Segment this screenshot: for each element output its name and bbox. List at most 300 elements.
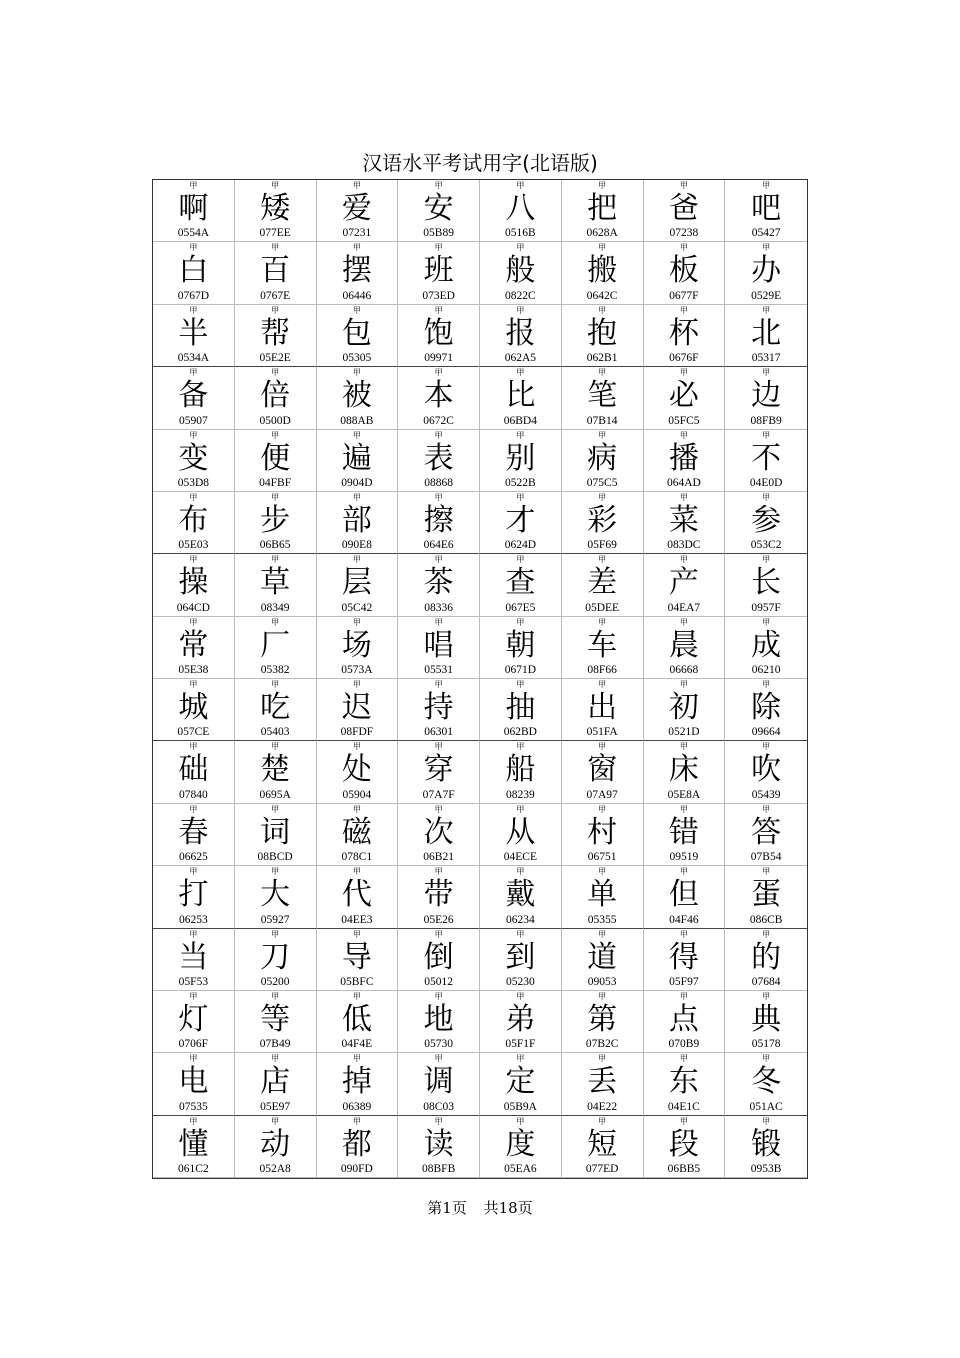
hanzi-character: 班	[423, 253, 454, 289]
hanzi-character: 到	[505, 939, 536, 975]
character-cell	[725, 367, 807, 429]
page-footer	[0, 1198, 960, 1218]
unicode-code: 0677F	[669, 289, 699, 302]
unicode-code: 05E38	[178, 664, 209, 676]
hanzi-character: 单	[587, 877, 618, 913]
unicode-code: 073ED	[422, 289, 455, 302]
hanzi-character: 掉	[341, 1064, 372, 1100]
level-label: 甲	[189, 430, 198, 440]
unicode-code: 0529E	[751, 289, 782, 302]
character-cell	[398, 741, 480, 803]
character-cell	[235, 1116, 317, 1178]
hanzi-character: 场	[341, 627, 372, 663]
level-label: 甲	[516, 742, 525, 752]
character-cell	[480, 804, 562, 866]
hanzi-character: 低	[341, 1001, 372, 1037]
hanzi-character: 蛋	[751, 877, 782, 913]
character-cell	[480, 554, 562, 616]
unicode-code: 07B14	[586, 414, 618, 427]
unicode-code: 0706F	[178, 1038, 209, 1051]
unicode-code: 053D8	[177, 476, 210, 489]
hanzi-character: 答	[751, 814, 782, 850]
level-label: 甲	[598, 555, 607, 565]
level-label: 甲	[271, 867, 280, 877]
hanzi-character: 得	[668, 939, 699, 975]
character-cell	[644, 741, 726, 803]
unicode-code: 07B2C	[585, 1038, 619, 1051]
unicode-code: 08BCD	[257, 851, 293, 864]
level-label: 甲	[434, 991, 443, 1001]
hanzi-character: 村	[587, 814, 618, 850]
character-cell	[153, 991, 235, 1053]
level-label: 甲	[516, 368, 525, 378]
hanzi-character: 等	[260, 1001, 291, 1037]
character-cell	[562, 1053, 644, 1115]
level-label: 甲	[352, 492, 361, 502]
hanzi-character: 抽	[505, 690, 536, 725]
character-cell	[153, 1053, 235, 1115]
level-label: 甲	[598, 492, 607, 502]
hanzi-character: 便	[260, 440, 291, 476]
level-label: 甲	[189, 1054, 198, 1064]
level-label: 甲	[598, 243, 607, 253]
unicode-code: 05730	[424, 1038, 453, 1051]
character-cell	[235, 180, 317, 242]
level-label: 甲	[189, 1116, 198, 1126]
hanzi-character: 产	[668, 565, 699, 601]
hanzi-character: 遍	[341, 440, 372, 476]
level-label: 甲	[434, 305, 443, 315]
hanzi-character: 杯	[668, 315, 699, 351]
character-cell	[317, 991, 399, 1053]
unicode-code: 0516B	[505, 227, 536, 240]
unicode-code: 06751	[587, 851, 617, 864]
hanzi-character: 半	[178, 315, 209, 351]
unicode-code: 064AD	[666, 476, 701, 489]
level-label: 甲	[598, 1116, 607, 1126]
level-label: 甲	[271, 430, 280, 440]
character-cell	[317, 741, 399, 803]
hanzi-character: 磁	[341, 814, 372, 850]
hanzi-character: 本	[423, 378, 454, 414]
hanzi-character: 词	[260, 814, 291, 850]
hanzi-character: 部	[341, 502, 372, 538]
character-cell	[235, 242, 317, 304]
level-label: 甲	[516, 867, 525, 877]
unicode-code: 0500D	[259, 414, 291, 427]
hanzi-character: 弟	[505, 1001, 536, 1037]
character-cell	[235, 430, 317, 492]
character-cell	[562, 180, 644, 242]
unicode-code: 07840	[179, 788, 208, 801]
level-label: 甲	[516, 617, 525, 627]
hanzi-character: 唱	[423, 627, 454, 663]
hanzi-character: 北	[751, 315, 782, 351]
character-cell	[398, 492, 480, 554]
character-cell	[235, 741, 317, 803]
hanzi-character: 店	[260, 1064, 291, 1100]
level-label: 甲	[762, 1116, 771, 1126]
unicode-code: 088AB	[340, 414, 374, 427]
character-cell	[480, 492, 562, 554]
hanzi-character: 动	[260, 1126, 291, 1162]
hanzi-character: 当	[178, 939, 209, 975]
character-cell	[153, 741, 235, 803]
unicode-code: 04EA7	[667, 601, 701, 614]
level-label: 甲	[271, 1116, 280, 1126]
unicode-code: 08BFB	[422, 1163, 456, 1175]
unicode-code: 086CB	[749, 913, 783, 926]
character-cell	[562, 1116, 644, 1178]
hanzi-character: 操	[178, 565, 209, 601]
level-label: 甲	[762, 804, 771, 814]
page-title: 汉语水平考试用字(北语版)	[362, 151, 598, 175]
character-cell	[153, 679, 235, 741]
character-cell	[317, 367, 399, 429]
level-label: 甲	[762, 243, 771, 253]
unicode-code: 083DC	[667, 539, 701, 552]
character-cell	[153, 180, 235, 242]
character-cell	[317, 554, 399, 616]
level-label: 甲	[352, 742, 361, 752]
unicode-code: 05F53	[178, 975, 209, 988]
unicode-code: 05403	[260, 726, 290, 739]
character-cell	[644, 367, 726, 429]
hanzi-character: 锻	[751, 1126, 782, 1162]
level-label: 甲	[679, 1054, 688, 1064]
hanzi-character: 彩	[587, 502, 618, 538]
level-label: 甲	[434, 181, 443, 190]
character-cell	[644, 430, 726, 492]
unicode-code: 05439	[751, 788, 781, 801]
level-label: 甲	[434, 617, 443, 627]
level-label: 甲	[762, 555, 771, 565]
level-label: 甲	[189, 742, 198, 752]
character-cell	[398, 242, 480, 304]
hanzi-character: 爸	[668, 191, 699, 226]
hanzi-character: 报	[505, 315, 536, 351]
unicode-code: 067E5	[505, 601, 536, 614]
unicode-code: 090FD	[340, 1163, 373, 1175]
hanzi-character: 读	[423, 1126, 454, 1162]
character-cell	[562, 804, 644, 866]
level-label: 甲	[271, 181, 280, 190]
unicode-code: 09664	[751, 726, 781, 739]
unicode-code: 05904	[342, 788, 372, 801]
hanzi-character: 帮	[260, 315, 291, 351]
unicode-code: 0642C	[586, 289, 618, 302]
hanzi-character: 东	[668, 1064, 699, 1100]
level-label: 甲	[679, 430, 688, 440]
level-label: 甲	[762, 929, 771, 939]
unicode-code: 053C2	[750, 539, 782, 552]
character-cell	[317, 430, 399, 492]
unicode-code: 08868	[424, 476, 453, 489]
character-cell	[317, 617, 399, 679]
character-cell	[480, 1053, 562, 1115]
unicode-code: 0676F	[669, 352, 699, 365]
hanzi-character: 窗	[587, 752, 618, 788]
hanzi-character: 擦	[423, 502, 454, 538]
character-cell	[562, 991, 644, 1053]
character-cell	[317, 804, 399, 866]
character-cell	[644, 1116, 726, 1178]
unicode-code: 06446	[342, 289, 372, 302]
unicode-code: 05E2E	[259, 352, 291, 365]
level-label: 甲	[516, 243, 525, 253]
hanzi-character: 冬	[751, 1064, 782, 1100]
character-cell	[398, 679, 480, 741]
unicode-code: 05E26	[423, 913, 454, 926]
unicode-code: 05BFC	[340, 975, 374, 988]
hanzi-character: 差	[587, 565, 618, 601]
unicode-code: 061C2	[178, 1163, 209, 1175]
unicode-code: 04F4E	[341, 1038, 373, 1051]
level-label: 甲	[516, 430, 525, 440]
level-label: 甲	[352, 555, 361, 565]
hanzi-character: 白	[178, 253, 209, 289]
character-cell	[725, 617, 807, 679]
character-cell	[644, 492, 726, 554]
level-label: 甲	[762, 742, 771, 752]
character-cell	[480, 741, 562, 803]
hanzi-character: 比	[505, 378, 536, 414]
level-label: 甲	[271, 929, 280, 939]
level-label: 甲	[516, 929, 525, 939]
level-label: 甲	[189, 305, 198, 315]
hanzi-character: 除	[751, 690, 782, 725]
character-cell	[153, 929, 235, 991]
level-label: 甲	[271, 305, 280, 315]
level-label: 甲	[762, 492, 771, 502]
level-label: 甲	[762, 680, 771, 689]
character-cell	[398, 1116, 480, 1178]
unicode-code: 051AC	[749, 1100, 783, 1113]
hanzi-character: 查	[505, 565, 536, 601]
unicode-code: 05E8A	[667, 788, 701, 801]
character-cell	[398, 804, 480, 866]
unicode-code: 07A97	[586, 788, 618, 801]
character-cell	[235, 367, 317, 429]
character-cell	[398, 929, 480, 991]
level-label: 甲	[271, 991, 280, 1001]
level-label: 甲	[762, 305, 771, 315]
level-label: 甲	[271, 368, 280, 378]
unicode-code: 08336	[424, 601, 453, 614]
hanzi-character: 参	[751, 502, 782, 538]
hanzi-character: 把	[587, 191, 618, 226]
hanzi-character: 懂	[178, 1126, 209, 1162]
hanzi-character: 边	[751, 378, 782, 414]
level-label: 甲	[434, 680, 443, 689]
character-cell	[562, 305, 644, 367]
level-label: 甲	[598, 181, 607, 190]
unicode-code: 05F69	[587, 539, 617, 552]
hanzi-character: 持	[423, 690, 454, 725]
hanzi-character: 草	[260, 565, 291, 601]
unicode-code: 0695A	[259, 788, 291, 801]
level-label: 甲	[679, 243, 688, 253]
unicode-code: 05F1F	[505, 1038, 536, 1051]
unicode-code: 09053	[587, 975, 617, 988]
unicode-code: 08F66	[587, 664, 617, 676]
unicode-code: 08349	[260, 601, 290, 614]
character-cell	[562, 554, 644, 616]
hanzi-character: 八	[505, 191, 536, 226]
unicode-code: 08FDF	[340, 726, 374, 739]
character-cell	[398, 367, 480, 429]
level-label: 甲	[434, 555, 443, 565]
hanzi-character: 从	[505, 814, 536, 850]
level-label: 甲	[516, 492, 525, 502]
character-cell	[725, 991, 807, 1053]
level-label: 甲	[679, 680, 688, 689]
character-cell	[235, 679, 317, 741]
character-cell	[317, 305, 399, 367]
level-label: 甲	[434, 1054, 443, 1064]
unicode-code: 0671D	[504, 664, 537, 676]
unicode-code: 0624D	[504, 539, 537, 552]
level-label: 甲	[189, 680, 198, 689]
hanzi-character: 百	[260, 253, 291, 289]
character-cell	[725, 554, 807, 616]
hanzi-character: 办	[751, 253, 782, 289]
level-label: 甲	[762, 867, 771, 877]
hanzi-character: 饱	[423, 315, 454, 351]
character-table	[152, 179, 808, 1179]
hanzi-character: 次	[423, 814, 454, 850]
character-cell	[398, 180, 480, 242]
character-cell	[235, 617, 317, 679]
unicode-code: 06301	[424, 726, 453, 739]
hanzi-character: 笔	[587, 378, 618, 414]
unicode-code: 06668	[669, 664, 699, 676]
unicode-code: 05E97	[260, 1100, 291, 1113]
character-cell	[153, 367, 235, 429]
character-cell	[725, 180, 807, 242]
hanzi-character: 别	[505, 440, 536, 476]
hanzi-character: 板	[668, 253, 699, 289]
level-label: 甲	[352, 680, 361, 689]
level-label: 甲	[434, 368, 443, 378]
level-label: 甲	[516, 1116, 525, 1126]
character-cell	[725, 305, 807, 367]
unicode-code: 05427	[751, 227, 781, 240]
character-cell	[480, 929, 562, 991]
hanzi-character: 错	[668, 814, 699, 850]
unicode-code: 04E22	[587, 1100, 618, 1113]
level-label: 甲	[434, 1116, 443, 1126]
character-cell	[725, 679, 807, 741]
unicode-code: 06234	[506, 913, 535, 926]
unicode-code: 05927	[260, 913, 290, 926]
character-cell	[317, 242, 399, 304]
level-label: 甲	[189, 617, 198, 627]
level-label: 甲	[762, 430, 771, 440]
hanzi-character: 定	[505, 1064, 536, 1100]
hanzi-character: 表	[423, 440, 454, 476]
level-label: 甲	[434, 243, 443, 253]
hanzi-character: 播	[668, 440, 699, 476]
level-label: 甲	[352, 368, 361, 378]
hanzi-character: 厂	[260, 627, 291, 663]
hanzi-character: 导	[341, 939, 372, 975]
character-cell	[644, 554, 726, 616]
character-cell	[644, 866, 726, 928]
unicode-code: 0521D	[668, 726, 700, 739]
hanzi-character: 朝	[505, 627, 536, 663]
character-cell	[644, 804, 726, 866]
level-label: 甲	[352, 929, 361, 939]
unicode-code: 064CD	[176, 601, 210, 614]
unicode-code: 07B54	[750, 851, 782, 864]
character-cell	[725, 1053, 807, 1115]
unicode-code: 0573A	[341, 664, 373, 676]
unicode-code: 078C1	[341, 851, 373, 864]
level-label: 甲	[434, 867, 443, 877]
hanzi-character: 备	[178, 378, 209, 414]
level-label: 甲	[679, 804, 688, 814]
character-cell	[480, 991, 562, 1053]
hanzi-character: 电	[178, 1064, 209, 1100]
unicode-code: 04FBF	[259, 476, 292, 489]
unicode-code: 0554A	[177, 227, 210, 240]
hanzi-character: 长	[751, 565, 782, 601]
hanzi-character: 吹	[751, 752, 782, 788]
unicode-code: 08239	[506, 788, 535, 801]
level-label: 甲	[516, 680, 525, 689]
unicode-code: 0822C	[505, 289, 536, 302]
hanzi-character: 倒	[423, 939, 454, 975]
unicode-code: 07535	[179, 1100, 208, 1113]
character-cell	[644, 991, 726, 1053]
level-label: 甲	[679, 617, 688, 627]
character-cell	[644, 679, 726, 741]
level-label: 甲	[352, 243, 361, 253]
level-label: 甲	[189, 243, 198, 253]
unicode-code: 0767E	[260, 289, 291, 302]
character-cell	[398, 991, 480, 1053]
character-cell	[398, 1053, 480, 1115]
unicode-code: 0904D	[341, 476, 373, 489]
character-cell	[562, 430, 644, 492]
character-cell	[235, 804, 317, 866]
level-label: 甲	[271, 804, 280, 814]
character-cell	[480, 617, 562, 679]
hanzi-character: 处	[341, 752, 372, 788]
hanzi-character: 都	[341, 1126, 372, 1162]
hanzi-character: 变	[178, 440, 209, 476]
character-cell	[725, 741, 807, 803]
level-label: 甲	[271, 1054, 280, 1064]
hanzi-character: 抱	[587, 315, 618, 351]
level-label: 甲	[598, 430, 607, 440]
level-label: 甲	[189, 555, 198, 565]
hanzi-character: 刀	[260, 939, 291, 975]
level-label: 甲	[271, 555, 280, 565]
character-cell	[317, 1116, 399, 1178]
level-label: 甲	[352, 617, 361, 627]
hanzi-character: 打	[178, 877, 209, 913]
hanzi-character: 穿	[423, 752, 454, 788]
hanzi-character: 出	[587, 690, 618, 725]
unicode-code: 051FA	[586, 726, 618, 739]
unicode-code: 06BB5	[667, 1163, 701, 1175]
unicode-code: 075C5	[586, 476, 618, 489]
level-label: 甲	[679, 867, 688, 877]
character-cell	[153, 866, 235, 928]
hanzi-character: 大	[260, 877, 291, 913]
